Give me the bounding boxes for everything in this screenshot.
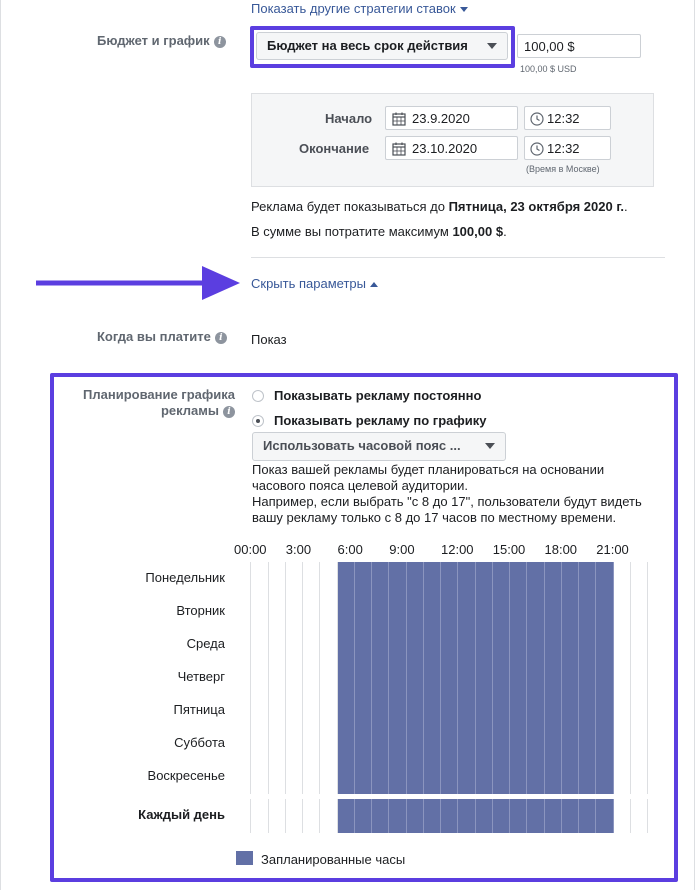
schedule-cell-inactive[interactable] (320, 562, 337, 596)
schedule-cell-inactive[interactable] (614, 799, 631, 833)
schedule-cell-inactive[interactable] (234, 799, 251, 833)
budget-label: Бюджет и график (97, 33, 210, 48)
schedule-cell-active[interactable] (355, 799, 372, 833)
schedule-cell-active[interactable] (510, 661, 527, 695)
radio-show-always[interactable] (252, 390, 264, 402)
schedule-cell-active[interactable] (527, 694, 544, 728)
end-time-value: 12:32 (547, 141, 580, 156)
schedule-cell-active[interactable] (596, 595, 613, 629)
schedule-cell-active[interactable] (389, 661, 406, 695)
schedule-cell-active[interactable] (355, 562, 372, 596)
schedule-cell-active[interactable] (338, 799, 355, 833)
schedule-cell-inactive[interactable] (269, 727, 286, 761)
help-line2: часового пояса целевой аудитории. (252, 478, 468, 493)
schedule-cell-inactive[interactable] (269, 562, 286, 596)
chevron-up-icon (370, 282, 378, 287)
schedule-cell-active[interactable] (389, 628, 406, 662)
schedule-cell-active[interactable] (493, 661, 510, 695)
schedule-cell-active[interactable] (476, 694, 493, 728)
schedule-cell-inactive[interactable] (614, 628, 631, 662)
schedule-cell-active[interactable] (510, 799, 527, 833)
schedule-cell-inactive[interactable] (251, 628, 268, 662)
schedule-cell-inactive[interactable] (269, 628, 286, 662)
schedule-cell-active[interactable] (493, 694, 510, 728)
hour-label: 12:00 (441, 542, 474, 557)
schedule-cell-active[interactable] (493, 799, 510, 833)
hour-label: 15:00 (492, 542, 526, 557)
schedule-cell-active[interactable] (476, 727, 493, 761)
schedule-cell-active[interactable] (579, 727, 596, 761)
schedule-cell-inactive[interactable] (269, 661, 286, 695)
schedule-cell-inactive[interactable] (234, 760, 251, 794)
schedule-cell-active[interactable] (424, 799, 441, 833)
schedule-cell-active[interactable] (476, 760, 493, 794)
schedule-cell-inactive[interactable] (251, 661, 268, 695)
schedule-cell-active[interactable] (527, 760, 544, 794)
schedule-cell-active[interactable] (407, 760, 424, 794)
schedule-cell-active[interactable] (596, 760, 613, 794)
schedule-cell-active[interactable] (476, 562, 493, 596)
schedule-cell-active[interactable] (355, 760, 372, 794)
schedule-cell-active[interactable] (510, 760, 527, 794)
day-label: Пятница (173, 702, 225, 717)
schedule-cell-active[interactable] (493, 760, 510, 794)
hour-label: 9:00 (389, 542, 415, 557)
schedule-cell-active[interactable] (372, 799, 389, 833)
schedule-cell-inactive[interactable] (303, 760, 320, 794)
schedule-cell-active[interactable] (441, 661, 458, 695)
schedule-cell-active[interactable] (441, 628, 458, 662)
budget-currency-hint: 100,00 $ USD (520, 64, 577, 74)
schedule-cell-active[interactable] (476, 595, 493, 629)
schedule-cell-active[interactable] (493, 628, 510, 662)
schedule-cell-active[interactable] (527, 595, 544, 629)
schedule-cell-active[interactable] (355, 694, 372, 728)
schedule-cell-active[interactable] (372, 661, 389, 695)
legend-swatch (236, 851, 253, 865)
hide-params-link[interactable] (251, 276, 378, 291)
page-right-border (694, 0, 695, 890)
budget-type-value: Бюджет на весь срок действия (267, 38, 468, 53)
schedule-cell-active[interactable] (424, 628, 441, 662)
schedule-cell-active[interactable] (355, 727, 372, 761)
end-time-input[interactable] (524, 136, 611, 160)
budget-amount-value: 100,00 $ (524, 39, 575, 54)
schedule-cell-inactive[interactable] (320, 595, 337, 629)
schedule-cell-inactive[interactable] (631, 661, 648, 695)
schedule-cell-active[interactable] (407, 661, 424, 695)
schedule-cell-inactive[interactable] (614, 562, 631, 596)
schedule-day-row (234, 595, 648, 629)
schedule-cell-active[interactable] (338, 595, 355, 629)
schedule-cell-active[interactable] (389, 595, 406, 629)
schedule-cell-active[interactable] (596, 799, 613, 833)
every-day-label: Каждый день (138, 807, 225, 822)
schedule-cell-active[interactable] (527, 628, 544, 662)
schedule-cell-inactive[interactable] (320, 628, 337, 662)
schedule-cell-active[interactable] (424, 595, 441, 629)
schedule-cell-active[interactable] (458, 727, 475, 761)
schedule-cell-active[interactable] (579, 562, 596, 596)
schedule-cell-inactive[interactable] (631, 694, 648, 728)
show-always-label[interactable]: Показывать рекламу постоянно (274, 388, 482, 403)
schedule-cell-inactive[interactable] (286, 595, 303, 629)
day-label: Понедельник (145, 570, 225, 585)
summary-max-spend (251, 224, 507, 239)
schedule-cell-inactive[interactable] (286, 727, 303, 761)
schedule-every-day-row (234, 799, 648, 833)
schedule-cell-active[interactable] (579, 760, 596, 794)
schedule-cell-active[interactable] (476, 628, 493, 662)
schedule-cell-active[interactable] (372, 694, 389, 728)
hour-label: 00:00 (234, 542, 267, 557)
schedule-cell-active[interactable] (579, 595, 596, 629)
info-icon[interactable]: i (214, 36, 226, 48)
schedule-cell-active[interactable] (562, 562, 579, 596)
schedule-cell-active[interactable] (338, 628, 355, 662)
schedule-cell-inactive[interactable] (269, 595, 286, 629)
ad-schedule-label (60, 387, 235, 419)
schedule-cell-active[interactable] (389, 694, 406, 728)
day-label: Среда (186, 636, 225, 651)
schedule-cell-active[interactable] (407, 595, 424, 629)
section-divider (251, 257, 665, 258)
schedule-cell-inactive[interactable] (320, 799, 337, 833)
summary-line1-prefix: Реклама будет показываться до (251, 199, 449, 214)
schedule-cell-active[interactable] (407, 727, 424, 761)
schedule-cell-inactive[interactable] (320, 694, 337, 728)
schedule-cell-active[interactable] (562, 628, 579, 662)
schedule-cell-active[interactable] (527, 799, 544, 833)
schedule-cell-active[interactable] (441, 799, 458, 833)
schedule-cell-active[interactable] (389, 727, 406, 761)
schedule-cell-active[interactable] (338, 727, 355, 761)
timezone-note: (Время в Москве) (526, 164, 600, 174)
hour-label: 18:00 (544, 542, 578, 557)
schedule-cell-active[interactable] (562, 799, 579, 833)
schedule-cell-active[interactable] (562, 595, 579, 629)
schedule-cell-active[interactable] (372, 595, 389, 629)
summary-line2-bold: 100,00 $ (452, 224, 504, 239)
ad-schedule-label-line2: рекламы (160, 403, 219, 418)
summary-line1-bold: Пятница, 23 октября 2020 г. (448, 199, 625, 214)
schedule-cell-inactive[interactable] (251, 760, 268, 794)
schedule-cell-inactive[interactable] (631, 628, 648, 662)
schedule-cell-active[interactable] (407, 799, 424, 833)
clock-icon (530, 112, 544, 126)
schedule-cell-inactive[interactable] (614, 694, 631, 728)
schedule-cell-active[interactable] (389, 562, 406, 596)
schedule-cell-active[interactable] (510, 694, 527, 728)
show-bid-strategies-link[interactable] (251, 1, 468, 16)
schedule-cell-inactive[interactable] (251, 562, 268, 596)
schedule-cell-inactive[interactable] (303, 562, 320, 596)
schedule-cell-inactive[interactable] (234, 727, 251, 761)
schedule-cell-active[interactable] (562, 694, 579, 728)
schedule-cell-active[interactable] (510, 727, 527, 761)
schedule-cell-inactive[interactable] (251, 727, 268, 761)
schedule-cell-active[interactable] (424, 661, 441, 695)
schedule-cell-active[interactable] (596, 727, 613, 761)
schedule-cell-active[interactable] (527, 661, 544, 695)
schedule-cell-active[interactable] (545, 595, 562, 629)
schedule-cell-active[interactable] (493, 727, 510, 761)
schedule-cell-inactive[interactable] (631, 760, 648, 794)
day-label: Вторник (176, 603, 225, 618)
schedule-cell-active[interactable] (441, 727, 458, 761)
schedule-cell-inactive[interactable] (303, 628, 320, 662)
timezone-dropdown-value: Использовать часовой пояс ... (263, 438, 461, 453)
hour-label: 3:00 (285, 542, 312, 557)
start-label: Начало (325, 111, 373, 126)
schedule-cell-active[interactable] (596, 694, 613, 728)
budget-type-dropdown[interactable] (256, 32, 508, 60)
schedule-cell-active[interactable] (458, 694, 475, 728)
schedule-cell-active[interactable] (458, 595, 475, 629)
schedule-cell-inactive[interactable] (303, 727, 320, 761)
schedule-cell-inactive[interactable] (286, 562, 303, 596)
start-time-value: 12:32 (547, 111, 580, 126)
schedule-cell-active[interactable] (545, 799, 562, 833)
schedule-cell-active[interactable] (545, 628, 562, 662)
schedule-cell-active[interactable] (527, 562, 544, 596)
summary-line2-prefix: В сумме вы потратите максимум (251, 224, 453, 239)
schedule-cell-active[interactable] (458, 562, 475, 596)
schedule-cell-inactive[interactable] (614, 727, 631, 761)
info-icon[interactable]: i (215, 332, 227, 344)
schedule-cell-active[interactable] (389, 799, 406, 833)
schedule-cell-inactive[interactable] (631, 562, 648, 596)
schedule-cell-active[interactable] (545, 760, 562, 794)
hide-params-label: Скрыть параметры (251, 276, 366, 291)
schedule-cell-active[interactable] (338, 661, 355, 695)
info-icon[interactable]: i (223, 406, 235, 418)
schedule-cell-inactive[interactable] (269, 694, 286, 728)
schedule-cell-active[interactable] (545, 661, 562, 695)
summary-end-date (251, 199, 628, 214)
schedule-cell-active[interactable] (579, 661, 596, 695)
when-pay-label-row (97, 329, 227, 344)
schedule-cell-inactive[interactable] (303, 694, 320, 728)
end-date-value: 23.10.2020 (412, 141, 478, 156)
schedule-cell-active[interactable] (562, 661, 579, 695)
schedule-cell-active[interactable] (579, 694, 596, 728)
calendar-icon (392, 142, 406, 156)
hour-label: 6:00 (337, 542, 363, 557)
schedule-cell-active[interactable] (596, 661, 613, 695)
schedule-cell-active[interactable] (545, 562, 562, 596)
start-date-input[interactable] (385, 106, 518, 130)
schedule-cell-active[interactable] (596, 562, 613, 596)
schedule-cell-inactive[interactable] (614, 661, 631, 695)
schedule-cell-active[interactable] (458, 628, 475, 662)
end-label: Окончание (299, 141, 370, 156)
schedule-cell-active[interactable] (372, 760, 389, 794)
when-pay-label: Когда вы платите (97, 329, 211, 344)
schedule-cell-inactive[interactable] (234, 628, 251, 662)
schedule-cell-active[interactable] (510, 628, 527, 662)
timezone-dropdown[interactable] (252, 432, 506, 461)
schedule-cell-inactive[interactable] (286, 628, 303, 662)
caret-down-icon (485, 443, 495, 449)
schedule-cell-active[interactable] (424, 562, 441, 596)
ad-schedule-label-line1: Планирование графика (83, 387, 235, 402)
schedule-cell-inactive[interactable] (269, 799, 286, 833)
schedule-cell-active[interactable] (545, 694, 562, 728)
schedule-cell-inactive[interactable] (320, 760, 337, 794)
schedule-cell-active[interactable] (407, 562, 424, 596)
schedule-day-row (234, 562, 648, 596)
schedule-cell-active[interactable] (493, 562, 510, 596)
help-line4: вашу рекламу только с 8 до 17 часов по местному времени. (252, 510, 617, 525)
schedule-cell-active[interactable] (441, 562, 458, 596)
summary-line2-suffix: . (503, 224, 507, 239)
schedule-cell-active[interactable] (338, 760, 355, 794)
budget-amount-input[interactable] (517, 34, 641, 58)
schedule-cell-inactive[interactable] (251, 694, 268, 728)
schedule-day-row (234, 694, 648, 728)
schedule-cell-inactive[interactable] (614, 760, 631, 794)
schedule-cell-active[interactable] (476, 661, 493, 695)
day-label: Воскресенье (147, 768, 225, 783)
legend-label: Запланированные часы (261, 852, 406, 867)
schedule-cell-inactive[interactable] (234, 595, 251, 629)
show-bid-strategies-label: Показать другие стратегии ставок (251, 1, 456, 16)
schedule-cell-active[interactable] (562, 727, 579, 761)
show-schedule-label[interactable]: Показывать рекламу по графику (274, 413, 487, 428)
schedule-cell-active[interactable] (545, 727, 562, 761)
schedule-cell-inactive[interactable] (614, 595, 631, 629)
schedule-cell-inactive[interactable] (320, 661, 337, 695)
schedule-cell-active[interactable] (407, 694, 424, 728)
chevron-down-icon (460, 7, 468, 12)
schedule-day-row (234, 661, 648, 695)
help-line3: Например, если выбрать "с 8 до 17", пользователи будут видеть (252, 494, 642, 509)
schedule-cell-active[interactable] (441, 694, 458, 728)
schedule-cell-inactive[interactable] (303, 799, 320, 833)
schedule-cell-inactive[interactable] (269, 760, 286, 794)
schedule-cell-active[interactable] (458, 661, 475, 695)
caret-down-icon (487, 43, 497, 49)
schedule-cell-inactive[interactable] (251, 595, 268, 629)
start-date-value: 23.9.2020 (412, 111, 470, 126)
day-label: Четверг (177, 669, 225, 684)
summary-line1-suffix: . (624, 199, 628, 214)
schedule-cell-active[interactable] (372, 727, 389, 761)
schedule-cell-inactive[interactable] (234, 694, 251, 728)
schedule-cell-active[interactable] (527, 727, 544, 761)
schedule-cell-active[interactable] (389, 760, 406, 794)
schedule-cell-inactive[interactable] (234, 562, 251, 596)
schedule-cell-inactive[interactable] (286, 799, 303, 833)
schedule-cell-active[interactable] (407, 628, 424, 662)
schedule-cell-active[interactable] (458, 760, 475, 794)
schedule-cell-active[interactable] (562, 760, 579, 794)
clock-icon (530, 142, 544, 156)
schedule-day-row (234, 760, 648, 794)
schedule-cell-active[interactable] (510, 562, 527, 596)
schedule-cell-inactive[interactable] (286, 661, 303, 695)
schedule-day-row (234, 628, 648, 662)
schedule-cell-active[interactable] (579, 799, 596, 833)
schedule-cell-inactive[interactable] (234, 661, 251, 695)
schedule-cell-inactive[interactable] (303, 595, 320, 629)
radio-show-schedule[interactable] (252, 415, 264, 427)
schedule-cell-inactive[interactable] (286, 694, 303, 728)
schedule-cell-inactive[interactable] (251, 799, 268, 833)
end-date-input[interactable] (385, 136, 518, 160)
schedule-cell-active[interactable] (493, 595, 510, 629)
schedule-cell-active[interactable] (372, 628, 389, 662)
schedule-cell-active[interactable] (338, 562, 355, 596)
schedule-cell-active[interactable] (441, 760, 458, 794)
schedule-cell-inactive[interactable] (286, 760, 303, 794)
schedule-cell-inactive[interactable] (320, 727, 337, 761)
start-time-input[interactable] (524, 106, 611, 130)
schedule-cell-active[interactable] (579, 628, 596, 662)
page-left-border (0, 0, 1, 890)
schedule-cell-active[interactable] (424, 760, 441, 794)
schedule-cell-active[interactable] (338, 694, 355, 728)
budget-label-row (97, 33, 226, 48)
schedule-cell-active[interactable] (372, 562, 389, 596)
hour-label: 21:00 (596, 542, 629, 557)
schedule-cell-inactive[interactable] (631, 799, 648, 833)
schedule-cell-active[interactable] (476, 799, 493, 833)
schedule-help-text (252, 462, 642, 526)
schedule-cell-inactive[interactable] (631, 595, 648, 629)
schedule-cell-active[interactable] (355, 628, 372, 662)
schedule-cell-inactive[interactable] (631, 727, 648, 761)
day-label: Суббота (174, 735, 225, 750)
schedule-cell-active[interactable] (424, 727, 441, 761)
schedule-cell-active[interactable] (458, 799, 475, 833)
when-pay-value: Показ (251, 332, 287, 347)
schedule-cell-active[interactable] (441, 595, 458, 629)
arrow-annotation-icon (36, 264, 241, 302)
schedule-day-row (234, 727, 648, 761)
schedule-cell-active[interactable] (355, 661, 372, 695)
schedule-cell-inactive[interactable] (303, 661, 320, 695)
schedule-cell-active[interactable] (355, 595, 372, 629)
schedule-cell-active[interactable] (510, 595, 527, 629)
schedule-cell-active[interactable] (424, 694, 441, 728)
schedule-cell-active[interactable] (596, 628, 613, 662)
help-line1: Показ вашей рекламы будет планироваться на основании (252, 462, 605, 477)
calendar-icon (392, 112, 406, 126)
